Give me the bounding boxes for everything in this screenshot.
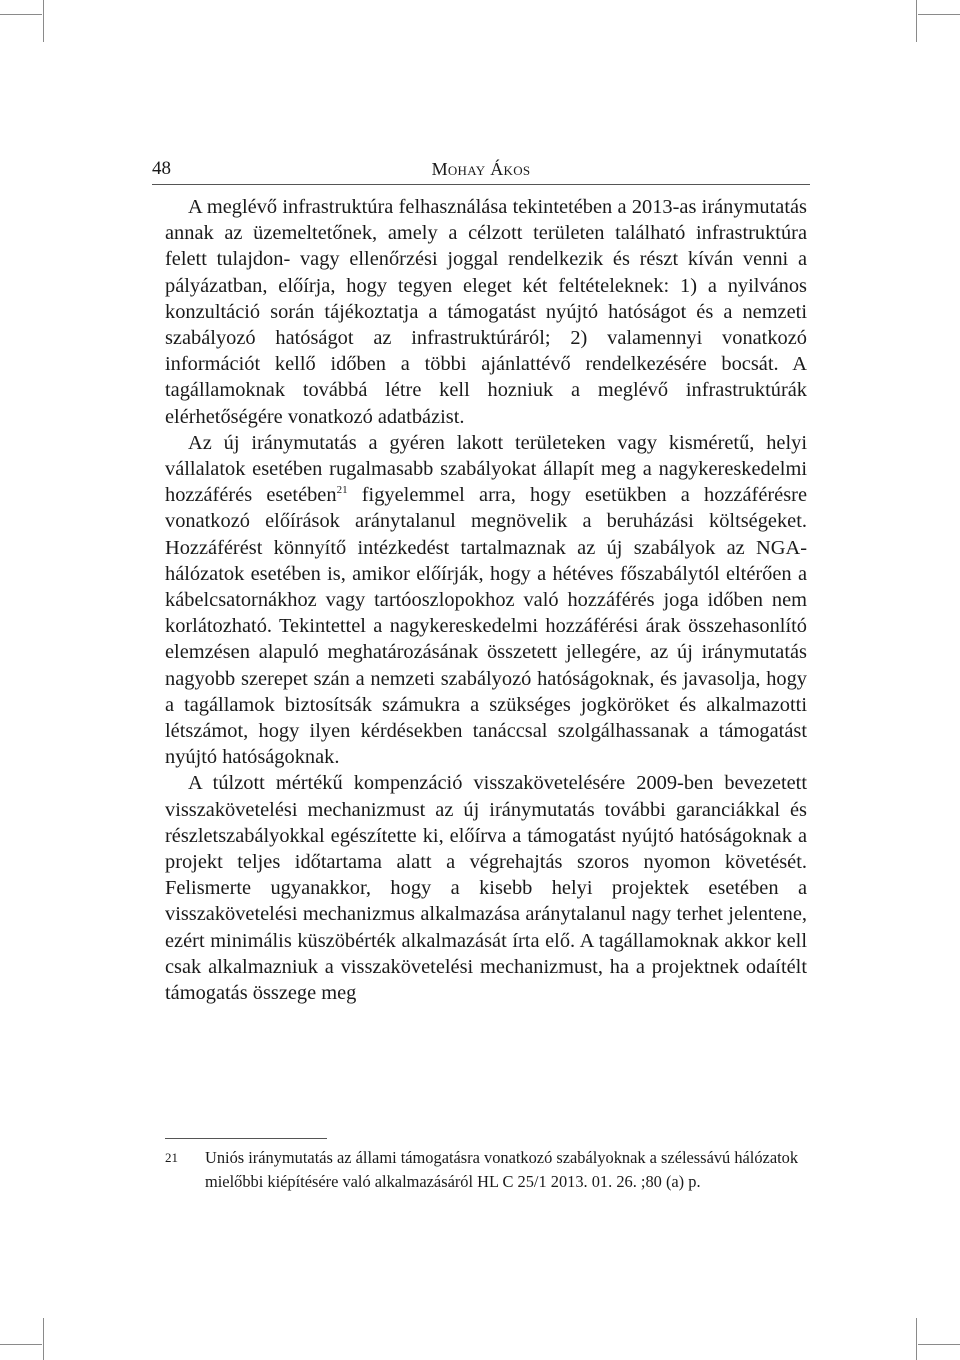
footnote-reference[interactable]: 21 — [336, 484, 348, 497]
page-header — [152, 158, 810, 185]
footnote — [165, 1146, 807, 1194]
crop-mark — [918, 14, 960, 15]
paragraph: A túlzott mértékű kompenzáció visszakövetelésére 2009-ben bevezetett visszakövetelési mechanizmust az új iránymutatás további garanciákkal és részletszabályokkal egészítette ki, előírva a támogatást nyújtó hatóságoknak a projekt teljes időtartama alatt a végrehajtás szoros nyomon követését. Felismerte ugyanakkor, hogy a kisebb helyi projektek esetében a visszakövetelési mechanizmus alkalmazása aránytalanul nagy terhet jelentene, ezért minimális küszöbérték alkalmazását írta elő. A tagállamoknak akkor kell csak alkalmazniuk a visszakövetelési mechanizmust, ha a projektnek odaítélt támogatás összege meg — [165, 772, 807, 1005]
footnote-number: 21 — [165, 1150, 178, 1165]
crop-mark — [916, 0, 917, 42]
footnote-divider — [165, 1138, 327, 1139]
crop-mark — [0, 1344, 42, 1345]
crop-mark — [0, 14, 42, 15]
footnote-text: Uniós iránymutatás az állami támogatásra vonatkozó szabályoknak a szélessávú hálózatok mielőbbi kiépítésére való alkalmazásáról HL C 25/1 2013. 01. 26. ;80 (a) p. — [205, 1148, 799, 1191]
paragraph-text: Az új iránymutatás a gyéren lakott területeken vagy kisméretű, helyi vállalatok esetében rugalmasabb szabályokat állapít meg a nagykereskedelmi hozzáférés esetében — [165, 431, 807, 507]
paragraph-text: figyelemmel arra, hogy esetükben a hozzáférésre vonatkozó előírások aránytalanul megnövelik a beruházási költségeket. Hozzáférést könnyítő intézkedést tartalmaznak az új szabályok az NGA-hálózatok esetében is, amikor előírják, hogy a hétéves főszabálytól eltérően a kábelcsatornákhoz vagy tartóoszlopokhoz való hozzáférés joga időben nem korlátozható. Tekintettel a nagykereskedelmi hozzáférési árak összehasonlító elemzésen alapuló meghatározásának összetett jellegére, az új iránymutatás nagyobb szerepet szán a nemzeti szabályozó hatóságoknak, és javasolja, hogy a tagállamok biztosítsák számukra a szükséges jogköröket és alkalmazotti létszámot, hogy ilyen kérdésekben tanáccsal szolgálhassanak a támogatást nyújtó hatóságoknak. — [165, 484, 807, 769]
body-text — [165, 194, 807, 1006]
paragraph: A meglévő infrastruktúra felhasználása tekintetében a 2013-as iránymutatás annak az üzemeltetőnek, amely a célzott területen található infrastruktúra felett tulajdon- vagy ellenőrzési joggal rendelkezik és részt kíván venni a pályázatban, előírja, hogy tegyen eleget két feltételeknek: 1) a nyilvános konzultáció során tájékoztatja a támogatást nyújtó hatóságot és a nemzeti szabályozó hatóságot az infrastruktúráról; 2) valamennyi vonatkozó információt kellő időben a többi ajánlattévő rendelkezésére bocsát. A tagállamoknak továbbá létre kell hozniuk a meglévő infrastruktúrák elérhetőségére vonatkozó adatbázist. — [165, 196, 807, 428]
crop-mark — [918, 1344, 960, 1345]
crop-mark — [43, 1318, 44, 1360]
page-number: 48 — [152, 158, 171, 179]
crop-mark — [916, 1318, 917, 1360]
crop-mark — [43, 0, 44, 42]
running-head: Mohay Ákos — [431, 159, 531, 179]
paragraph — [165, 430, 807, 771]
